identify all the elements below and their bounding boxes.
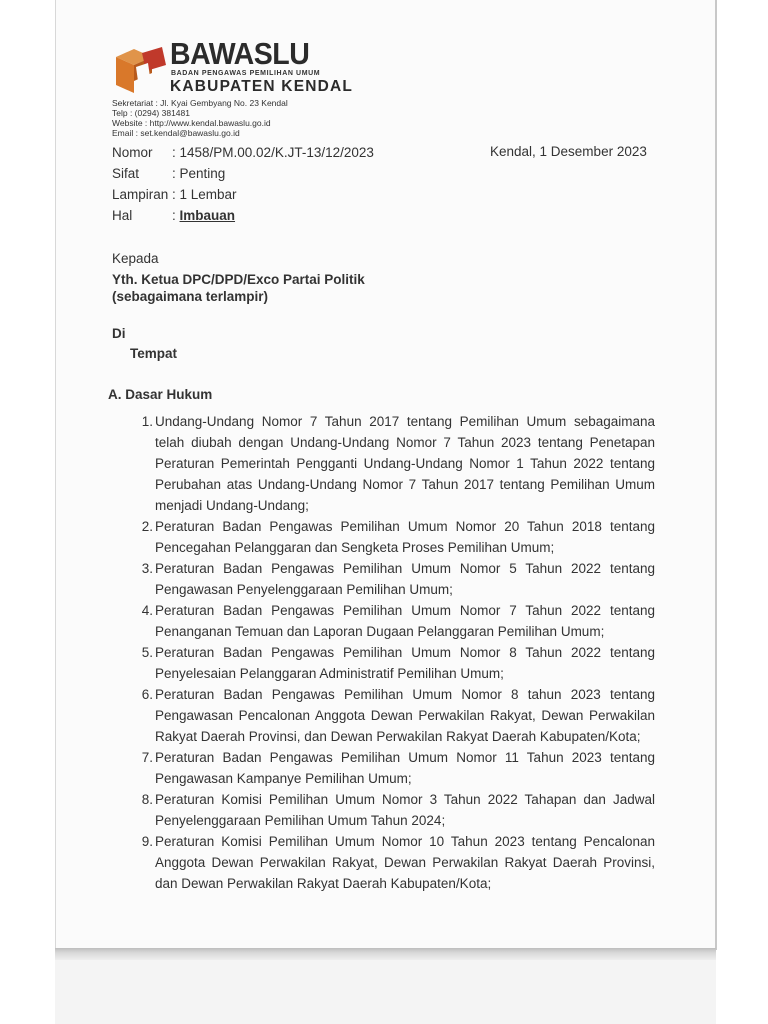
list-item: Peraturan Badan Pengawas Pemilihan Umum Nomor 20 Tahun 2018 tentang Pencegahan Pelanggaran dan Sengketa Proses Pemilihan Umum; xyxy=(155,519,655,555)
phone-number: Telp : (0294) 381481 xyxy=(112,108,190,118)
region-name: KABUPATEN KENDAL xyxy=(170,78,354,95)
list-item: Peraturan Badan Pengawas Pemilihan Umum Nomor 5 Tahun 2022 tentang Pengawasan Penyelenggaraan Pemilihan Umum; xyxy=(155,561,655,597)
letter-date: Kendal, 1 Desember 2023 xyxy=(490,144,647,159)
list-item-number: 7. xyxy=(141,750,153,765)
secretariat-address: Sekretariat : Jl. Kyai Gembyang No. 23 Kendal xyxy=(112,98,288,108)
list-item-number: 3. xyxy=(141,561,153,576)
lampiran-value: : 1 Lembar xyxy=(172,187,237,202)
list-item-number: 2. xyxy=(141,519,153,534)
nomor-value: : 1458/PM.00.02/K.JT-13/12/2023 xyxy=(172,145,374,160)
list-item-number: 8. xyxy=(141,792,153,807)
scan-margin-right xyxy=(714,0,768,1024)
list-item: Undang-Undang Nomor 7 Tahun 2017 tentang Pemilihan Umum sebagaimana telah diubah dengan Undang-Undang Nomor 7 Tahun 2023 tentang Penetapan Peraturan Pemerintah Pengganti Undang-Undang Nomor 1 Tahun 2022 tentang Perubahan atas Undang-Undang Nomor 7 Tahun 2017 tentang Pemilihan Umum menjadi Undang-Undang; xyxy=(155,414,655,513)
list-item: Peraturan Badan Pengawas Pemilihan Umum Nomor 7 Tahun 2022 tentang Penanganan Temuan dan Laporan Dugaan Pelanggaran Pemilihan Umum; xyxy=(155,603,655,639)
sifat-label: Sifat xyxy=(112,166,140,181)
list-item-number: 9. xyxy=(141,834,153,849)
list-item: Peraturan Komisi Pemilihan Umum Nomor 10 Tahun 2023 tentang Pencalonan Anggota Dewan Perwakilan Rakyat, Dewan Perwakilan Rakyat Daerah Provinsi, dan Dewan Perwakilan Rakyat Daerah Kabupaten/Kota; xyxy=(155,834,655,891)
scan-margin-left xyxy=(0,0,55,1024)
list-item: Peraturan Badan Pengawas Pemilihan Umum Nomor 8 tahun 2023 tentang Pengawasan Pencalonan Anggota Dewan Perwakilan Rakyat, Dewan Perwakilan Rakyat Daerah Provinsi, dan Dewan Perwakilan Rakyat Daerah Kabupaten/Kota; xyxy=(155,687,655,744)
nomor-label: Nomor xyxy=(112,145,153,160)
list-item-number: 6. xyxy=(141,687,153,702)
list-item-number: 1. xyxy=(141,414,153,429)
bawaslu-logo-icon xyxy=(112,43,168,97)
tempat-label: Tempat xyxy=(130,346,178,361)
list-item-number: 5. xyxy=(141,645,153,660)
website-url: Website : http://www.kendal.bawaslu.go.id xyxy=(112,118,271,128)
email-address: Email : set.kendal@bawaslu.go.id xyxy=(112,128,240,138)
hal-label: Hal xyxy=(112,208,133,223)
list-item: Peraturan Badan Pengawas Pemilihan Umum Nomor 8 Tahun 2022 tentang Penyelesaian Pelanggaran Administratif Pemilihan Umum; xyxy=(155,645,655,681)
brand-name: BAWASLU xyxy=(170,36,310,71)
recipient-line-1: Yth. Ketua DPC/DPD/Exco Partai Politik xyxy=(112,272,365,287)
hal-colon: : xyxy=(172,208,180,223)
list-item: Peraturan Komisi Pemilihan Umum Nomor 3 Tahun 2022 Tahapan dan Jadwal Penyelenggaraan Pemilihan Umum Tahun 2024; xyxy=(155,792,655,828)
recipient-line-2: (sebagaimana terlampir) xyxy=(112,289,269,304)
agency-name: BADAN PENGAWAS PEMILIHAN UMUM xyxy=(171,70,321,77)
lampiran-label: Lampiran xyxy=(112,187,169,202)
section-a-title: A. Dasar Hukum xyxy=(108,387,213,402)
list-item: Peraturan Badan Pengawas Pemilihan Umum Nomor 11 Tahun 2023 tentang Pengawasan Kampanye Pemilihan Umum; xyxy=(155,750,655,786)
scan-background xyxy=(55,960,716,1024)
list-item-number: 4. xyxy=(141,603,153,618)
hal-value xyxy=(172,208,235,223)
kepada-label: Kepada xyxy=(112,251,159,266)
page-edge-shadow xyxy=(55,948,716,960)
hal-subject: Imbauan xyxy=(179,208,236,223)
sifat-value: : Penting xyxy=(172,166,226,181)
di-label: Di xyxy=(112,326,126,341)
